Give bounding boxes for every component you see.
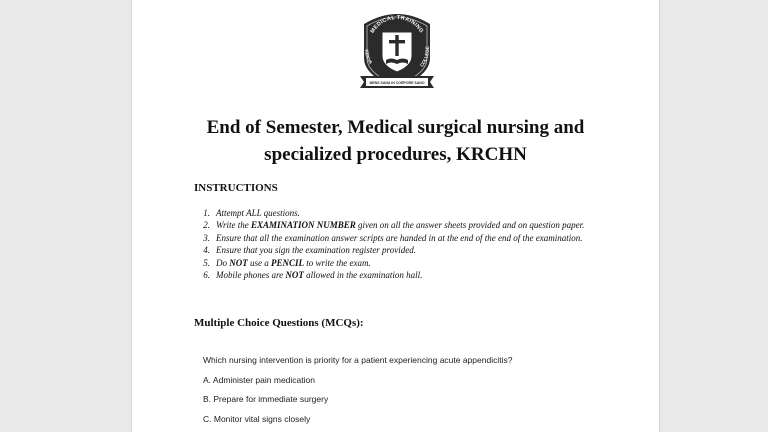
logo-left-text: KENYA — [364, 49, 374, 66]
instruction-text-run: given on all the answer sheets provided and on question paper. — [355, 220, 585, 231]
option-c: C. Monitor vital signs closely — [203, 414, 311, 424]
instruction-text-run: to write the exam. — [304, 257, 371, 268]
instruction-text-run: Ensure that you sign the examination register provided. — [216, 245, 416, 256]
question-text: Which nursing intervention is priority for a patient experiencing acute appendicitis? — [203, 355, 513, 365]
instruction-number: 4. — [203, 245, 210, 256]
instruction-item — [194, 207, 598, 219]
instruction-emphasis: NOT — [285, 270, 304, 281]
logo-top-text: MEDICAL TRAINING — [369, 14, 425, 35]
instruction-text-run: use a — [247, 257, 271, 268]
instructions-list — [194, 207, 598, 281]
instruction-emphasis: PENCIL — [271, 257, 305, 268]
instruction-text — [216, 219, 598, 231]
instruction-text-run: Do — [216, 257, 230, 268]
instruction-number: 3. — [203, 232, 210, 243]
instruction-text-run: Attempt ALL questions. — [216, 208, 300, 218]
college-logo — [358, 6, 436, 90]
logo-right-text: COLLEGE — [419, 46, 430, 68]
instruction-text-run: Mobile phones are — [216, 270, 286, 281]
option-b: B. Prepare for immediate surgery — [203, 394, 329, 404]
instruction-item — [194, 257, 598, 269]
instruction-item — [194, 232, 598, 244]
logo-motto: MENS SANA IN CORPORE SANO — [369, 80, 425, 85]
instruction-text — [216, 207, 598, 219]
document-page — [131, 0, 660, 432]
instruction-text-run: allowed in the examination hall. — [303, 270, 423, 281]
instruction-item — [194, 219, 598, 231]
instruction-emphasis: NOT — [229, 257, 248, 268]
instruction-text — [216, 269, 598, 281]
instruction-number: 5. — [203, 257, 210, 268]
document-title: End of Semester, Medical surgical nursing and specialized procedures, KRCHN — [206, 117, 585, 165]
instruction-number: 2. — [203, 220, 210, 231]
instruction-number: 6. — [203, 270, 210, 281]
instruction-text — [216, 232, 598, 244]
instruction-text-run: Ensure that all the examination answer scripts are handed in at the end of the end of the examination. — [216, 232, 583, 243]
instruction-text-run: Write the — [216, 220, 251, 231]
mcq-heading: Multiple Choice Questions (MCQs): — [194, 317, 364, 329]
option-a: A. Administer pain medication — [203, 375, 315, 385]
instruction-text — [216, 257, 598, 269]
instruction-text — [216, 244, 598, 256]
instruction-item — [194, 244, 598, 256]
instructions-heading: INSTRUCTIONS — [194, 182, 278, 194]
instruction-item — [194, 269, 598, 281]
instruction-number: 1. — [203, 208, 210, 218]
instruction-emphasis: EXAMINATION NUMBER — [251, 220, 356, 231]
